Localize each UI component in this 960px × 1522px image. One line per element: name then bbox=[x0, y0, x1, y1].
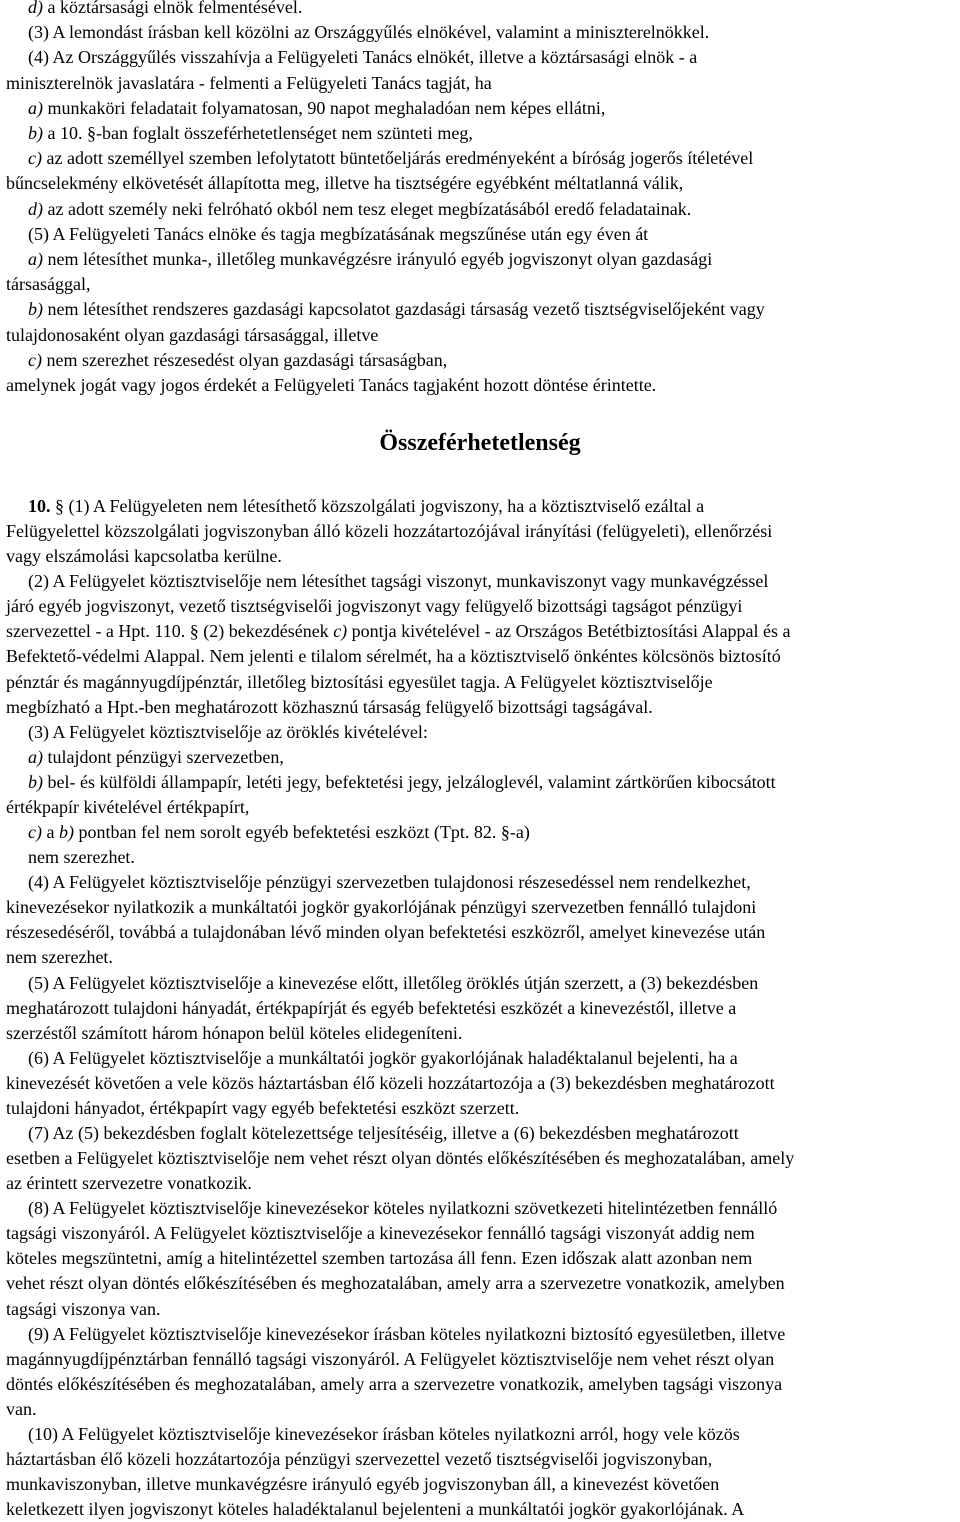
text-line bbox=[6, 1397, 37, 1421]
text-line bbox=[6, 1472, 719, 1496]
text-segment: nem létesíthet munka-, illetőleg munkavégzésre irányuló egyéb jogviszonyt olyan gazdasági bbox=[43, 249, 713, 269]
text-line bbox=[6, 695, 653, 719]
text-line bbox=[6, 619, 791, 643]
text-segment: társasággal, bbox=[6, 274, 91, 295]
item-marker: a) bbox=[28, 746, 43, 767]
text-segment: § (1) A Felügyeleten nem létesíthető közszolgálati jogviszony, ha a köztisztviselő ezáltal a bbox=[50, 496, 705, 516]
item-marker: a) bbox=[28, 97, 43, 118]
text-line bbox=[28, 297, 765, 321]
text-segment: szerzéstől számított három hónapon belül köteles elidegeníteni. bbox=[6, 1022, 463, 1043]
text-line bbox=[6, 272, 90, 296]
text-segment: tagsági viszonyáról. A Felügyelet köztisztviselője a kinevezésekor fennálló tagsági viszonyát addig nem bbox=[6, 1223, 755, 1244]
text-line bbox=[6, 1021, 462, 1045]
text-segment: amelynek jogát vagy jogos érdekét a Felügyeleti Tanács tagjaként hozott döntése érintette. bbox=[6, 375, 657, 395]
text-line bbox=[6, 670, 713, 694]
text-segment: megbízható a Hpt.-ben meghatározott közhasznú társaság felügyelő bizottsági tagságával. bbox=[6, 696, 653, 717]
item-marker: c) bbox=[333, 621, 348, 642]
text-line bbox=[6, 1497, 744, 1521]
text-segment: bűncselekmény elkövetését állapította meg, illetve ha tisztségére egyébként méltatlanná válik, bbox=[6, 173, 684, 194]
text-segment: pénztár és magánnyugdíjpénztár, illetőleg biztosítási egyesület tagja. A Felügyelet köztisztviselője bbox=[6, 671, 713, 692]
text-segment: járó egyéb jogviszonyt, vezető tisztségviselői jogviszonyt vagy felügyelő bizottsági tagságot pénzügyi bbox=[6, 596, 743, 617]
text-line bbox=[6, 1447, 712, 1471]
text-segment: a köztársasági elnök felmentésével. bbox=[43, 0, 303, 17]
text-line bbox=[28, 20, 709, 44]
text-segment: miniszterelnök javaslatára - felmenti a Felügyeleti Tanács tagját, ha bbox=[6, 72, 492, 93]
text-segment: nem szerezhet. bbox=[28, 847, 135, 868]
text-segment: részesedéséről, továbbá a tulajdonában lévő minden olyan befektetési eszközről, amelyet kinevezése után bbox=[6, 922, 766, 943]
item-marker: b) bbox=[58, 822, 74, 843]
text-segment: kinevezésekor nyilatkozik a munkáltatói jogkör gyakorlójának pénzügyi szervezetben fennálló tulajdoni bbox=[6, 897, 757, 918]
text-line bbox=[28, 222, 648, 246]
text-segment: vagy elszámolási kapcsolatba kerülne. bbox=[6, 546, 282, 567]
text-segment: tagsági viszonya van. bbox=[6, 1298, 161, 1319]
item-marker: a) bbox=[28, 249, 43, 269]
text-segment: (3) A Felügyelet köztisztviselője az öröklés kivételével: bbox=[28, 721, 428, 742]
text-segment: az adott személlyel szemben lefolytatott büntetőeljárás eredményeként a bíróság jogerős ítéletével bbox=[41, 148, 754, 169]
text-line bbox=[28, 1196, 777, 1220]
text-line bbox=[6, 1297, 160, 1321]
text-segment: (4) A Felügyelet köztisztviselője pénzügyi szervezetben tulajdonosi részesedéssel nem rendelkezhet, bbox=[28, 872, 751, 893]
text-segment: tulajdoni hányadot, értékpapírt vagy egyéb befektetési eszközt szerzett. bbox=[6, 1097, 520, 1118]
text-line bbox=[28, 247, 712, 271]
text-line bbox=[6, 1372, 782, 1396]
item-marker: b) bbox=[28, 771, 43, 792]
text-line bbox=[28, 121, 473, 145]
text-line bbox=[28, 1422, 740, 1446]
text-segment: kinevezését követően a vele közös háztartásban élő közeli hozzátartozója a (3) bekezdésben meghatározott bbox=[6, 1072, 775, 1093]
text-line bbox=[6, 920, 765, 944]
text-line bbox=[28, 0, 302, 19]
text-segment: nem szerezhet részesedést olyan gazdasági társaságban, bbox=[41, 349, 448, 370]
text-line bbox=[6, 1347, 774, 1371]
text-line bbox=[28, 45, 697, 69]
text-segment: nem szerezhet. bbox=[6, 947, 113, 968]
section-heading: Összeférhetetlenség bbox=[379, 430, 581, 456]
text-segment: tulajdonosaként olyan gazdasági társasággal, illetve bbox=[6, 324, 379, 345]
text-line bbox=[28, 745, 284, 769]
text-line bbox=[6, 1096, 519, 1120]
text-segment: Befektető-védelmi Alappal. Nem jelenti e tilalom sérelmét, ha a köztisztviselő önkéntes kölcsönös biztosító bbox=[6, 646, 781, 667]
text-segment: (9) A Felügyelet köztisztviselője kinevezésekor írásban köteles nyilatkozni biztosító egyesületben, illetve bbox=[28, 1323, 786, 1344]
text-line bbox=[6, 1171, 252, 1195]
text-segment: munkaköri feladatait folyamatosan, 90 napot meghaladóan nem képes ellátni, bbox=[43, 97, 606, 118]
item-marker: c) bbox=[28, 148, 42, 169]
text-segment: háztartásban élő közeli hozzátartozója pénzügyi szervezettel vezető tisztségviselői jogviszonyban, bbox=[6, 1449, 713, 1470]
text-segment: nem létesíthet rendszeres gazdasági kapcsolatot gazdasági társaság vezető tisztségviselőjeként vagy bbox=[43, 299, 765, 320]
text-segment: esetben a Felügyelet köztisztviselője nem vehet részt olyan döntés előkészítésében és meghozatalában, amely bbox=[6, 1148, 795, 1169]
text-line bbox=[28, 1046, 738, 1070]
text-line bbox=[6, 171, 683, 195]
text-segment: pontban fel nem sorolt egyéb befektetési eszközt (Tpt. 82. §-a) bbox=[73, 822, 530, 843]
text-line bbox=[28, 146, 753, 170]
text-segment: (6) A Felügyelet köztisztviselője a munkáltatói jogkör gyakorlójának haladéktalanul bejelenti, ha a bbox=[28, 1047, 738, 1068]
text-line bbox=[28, 720, 428, 744]
text-line bbox=[6, 544, 282, 568]
text-line bbox=[6, 1246, 752, 1270]
text-line bbox=[28, 569, 768, 593]
text-segment: a bbox=[41, 822, 59, 843]
text-segment: az adott személy neki felróható okból nem tesz eleget megbízatásából eredő feladatainak. bbox=[43, 198, 692, 219]
text-line bbox=[28, 870, 751, 894]
text-segment: van. bbox=[6, 1398, 37, 1419]
text-line bbox=[6, 1271, 785, 1295]
text-segment: döntés előkészítésében és meghozatalában, amely arra a szervezetre vonatkozik, amelyben tagsági viszonya bbox=[6, 1373, 783, 1394]
text-segment: értékpapír kivételével értékpapírt, bbox=[6, 796, 250, 817]
text-segment: bel- és külföldi állampapír, letéti jegy, befektetési jegy, jelzáloglevél, valamint zártkörűen kibocsátott bbox=[43, 771, 776, 792]
text-line bbox=[28, 1121, 739, 1145]
text-line bbox=[6, 594, 742, 618]
text-line bbox=[6, 644, 781, 668]
text-line bbox=[6, 519, 772, 543]
text-line bbox=[6, 1071, 775, 1095]
text-line bbox=[6, 373, 656, 397]
text-line bbox=[28, 494, 704, 518]
text-segment: szervezettel - a Hpt. 110. § (2) bekezdésének bbox=[6, 621, 334, 642]
text-line bbox=[6, 996, 736, 1020]
text-line bbox=[28, 197, 691, 221]
text-line bbox=[28, 845, 135, 869]
item-marker: b) bbox=[28, 299, 43, 320]
text-segment: vehet részt olyan döntés előkészítésében és meghozatalában, amely arra a szervezetre vonatkozik, amelyben bbox=[6, 1273, 785, 1294]
text-line bbox=[28, 770, 776, 794]
item-marker: c) bbox=[28, 822, 42, 843]
text-line bbox=[6, 323, 378, 347]
text-segment: az érintett szervezetre vonatkozik. bbox=[6, 1173, 252, 1194]
item-marker: c) bbox=[28, 349, 42, 370]
text-segment: (5) A Felügyelet köztisztviselője a kinevezése előtt, illetőleg öröklés útján szerzett, a (3) bekezdésben bbox=[28, 972, 759, 993]
text-segment: (4) Az Országgyűlés visszahívja a Felügyeleti Tanács elnökét, illetve a köztársasági elnök - a bbox=[28, 47, 698, 68]
text-segment: munkaviszonyban, illetve munkavégzésre irányuló egyéb jogviszonyban áll, a kinevezést követően bbox=[6, 1474, 720, 1495]
item-marker: d) bbox=[28, 0, 43, 17]
text-segment: pontja kivételével - az Országos Betétbiztosítási Alappal és a bbox=[347, 621, 791, 642]
text-line bbox=[28, 820, 530, 844]
text-segment: (5) A Felügyeleti Tanács elnöke és tagja megbízatásának megszűnése után egy éven át bbox=[28, 223, 649, 244]
text-segment: tulajdont pénzügyi szervezetben, bbox=[43, 746, 284, 767]
text-line bbox=[6, 71, 492, 95]
text-line bbox=[28, 96, 605, 120]
text-line bbox=[28, 971, 758, 995]
text-segment: Felügyelettel közszolgálati jogviszonyban álló közeli hozzátartozójával irányítási (felügyeleti), ellenőrzési bbox=[6, 521, 773, 542]
text-line bbox=[6, 895, 756, 919]
text-segment: (7) Az (5) bekezdésben foglalt kötelezettsége teljesítéséig, illetve a (6) bekezdésben meghatározott bbox=[28, 1123, 739, 1143]
text-line bbox=[28, 1322, 785, 1346]
text-segment: (3) A lemondást írásban kell közölni az Országgyűlés elnökével, valamint a miniszterelnökkel. bbox=[28, 22, 710, 43]
text-segment: (8) A Felügyelet köztisztviselője kinevezésekor köteles nyilatkozni szövetkezeti hitelintézetben fennálló bbox=[28, 1198, 778, 1219]
text-segment: meghatározott tulajdoni hányadát, értékpapírját és egyéb befektetési eszközét a kinevezéstől, illetve a bbox=[6, 997, 737, 1018]
text-line bbox=[6, 945, 113, 969]
text-line bbox=[28, 348, 447, 372]
item-marker: b) bbox=[28, 123, 43, 143]
text-segment: köteles megszüntetni, amíg a hitelintézettel szemben tartozása áll fenn. Ezen időszak alatt azonban nem bbox=[6, 1248, 753, 1269]
text-segment: a 10. §-ban foglalt összeférhetetlenséget nem szünteti meg, bbox=[43, 123, 473, 143]
text-line bbox=[6, 1146, 794, 1170]
item-marker: d) bbox=[28, 198, 43, 219]
text-line bbox=[6, 795, 249, 819]
section-number: 10. bbox=[28, 496, 51, 516]
text-segment: keletkezett ilyen jogviszonyt köteles haladéktalanul bejelenteni a munkáltatói jogkör gyakorlójának. A bbox=[6, 1499, 745, 1520]
text-segment: (10) A Felügyelet köztisztviselője kinevezésekor írásban köteles nyilatkozni arról, hogy vele közös bbox=[28, 1423, 740, 1444]
text-segment: (2) A Felügyelet köztisztviselője nem létesíthet tagsági viszonyt, munkaviszonyt vagy munkavégzéssel bbox=[28, 571, 769, 592]
text-segment: magánnyugdíjpénztárban fennálló tagsági viszonyáról. A Felügyelet köztisztviselője nem vehet részt olyan bbox=[6, 1348, 775, 1369]
text-line bbox=[6, 1221, 755, 1245]
